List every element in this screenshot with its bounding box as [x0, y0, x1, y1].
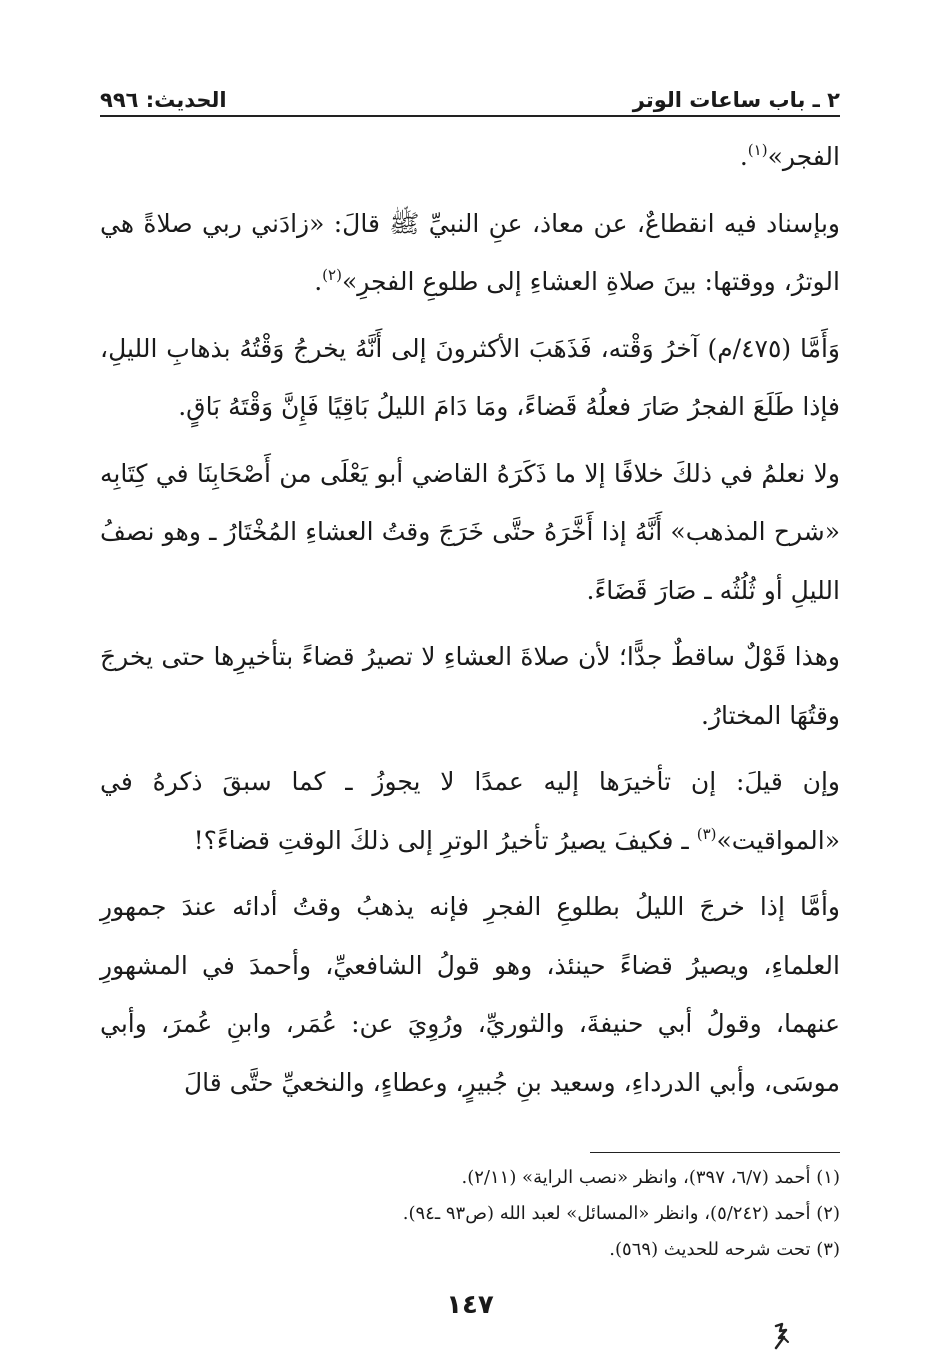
- running-header: [100, 78, 840, 112]
- paragraph: ولا نعلمُ في ذلكَ خلافًا إلا ما ذَكَرَهُ القاضي أبو يَعْلَى من أَصْحَابِنَا في كِتَابِه «شرح المذهب» أَنَّهُ إذا أَخَّرَهُ حتَّى خَرَجَ وقتُ العشاءِ المُخْتَارُ ـ وهو نصفُ الليلِ أو ثُلُثُه ـ صَارَ قَضَاءً.: [100, 458, 840, 605]
- footnote-ref: (٣): [696, 824, 717, 843]
- footnote: (١) أحمد (٦/٧، ٣٩٧)، وانظر «نصب الراية» (٢/١١).: [461, 1167, 840, 1188]
- footnote: (٢) أحمد (٥/٢٤٢)، وانظر «المسائل» لعبد الله (ص٩٣ ـ٩٤).: [402, 1203, 840, 1224]
- footnote-rule: [590, 1152, 840, 1153]
- paragraph: الفجر»$^{(١)}$.: [739, 141, 840, 171]
- paragraph: وهذا قَوْلٌ ساقطٌ جدًّا؛ لأن صلاةَ العشاءِ لا تصيرُ قضاءً بتأخيرِها حتى يخرجَ وقتُهَا المختارُ.: [100, 642, 840, 730]
- paragraph: وبإسناد فيه انقطاعٌ، عن معاذ، عنِ النبيِّ ﷺ قالَ: «زادَني ربي صلاةً هي الوترُ، ووقتها: بينَ صلاةِ العشاءِ إلى طلوعِ الفجرِ»$^{(٢)}$.: [100, 208, 840, 296]
- hadith-number: الحديث: ٩٩٦: [100, 88, 227, 112]
- library-mark-icon: [770, 1322, 792, 1350]
- main-text: [100, 128, 840, 1112]
- paragraph: وإن قيلَ: إن تأخيرَها إليه عمدًا لا يجوزُ ـ كما سبقَ ذكرهُ في «المواقيت»$^{(٣)}$ ـ فكيفَ يصيرُ تأخيرُ الوترِ إلى ذلكَ الوقتِ قضاءً؟!: [100, 767, 840, 855]
- header-rule: [100, 115, 840, 117]
- chapter-title: ٢ ـ باب ساعات الوتر: [632, 88, 840, 112]
- footnote-ref: (٢): [322, 266, 342, 284]
- footnotes: [100, 1160, 840, 1268]
- paragraph: وأمَّا إذا خرجَ الليلُ بطلوعِ الفجرِ فإنه يذهبُ وقتُ أدائه عندَ جمهورِ العلماءِ، ويصيرُ قضاءً حينئذ، وهو قولُ الشافعيِّ، وأحمدَ في المشهورِ عنهما، وقولُ أبي حنيفةَ، والثوريِّ، ورُوِيَ عن: عُمَر، وابنِ عُمرَ، وأبي موسَى، وأبي الدرداءِ، وسعيد بنِ جُبيرٍ، وعطاءٍ، والنخعيِّ حتَّى قالَ: [100, 892, 840, 1097]
- footnote-ref: (١): [747, 141, 768, 159]
- footnote: (٣) تحت شرحه للحديث (٥٦٩).: [609, 1239, 840, 1260]
- paragraph: وَأَمَّا (٤٧٥/م) آخرُ وَقْته، فَذَهَبَ الأكثرونَ إلى أَنَّهُ يخرجُ وَقْتُهُ بذهابِ الليلِ، فإذا طَلَعَ الفجرُ صَارَ فعلُهُ قَضاءً، ومَا دَامَ الليلُ بَاقِيًا فَإِنَّ وَقْتَهُ بَاقٍ.: [100, 333, 840, 421]
- page-number: ١٤٧: [446, 1290, 494, 1320]
